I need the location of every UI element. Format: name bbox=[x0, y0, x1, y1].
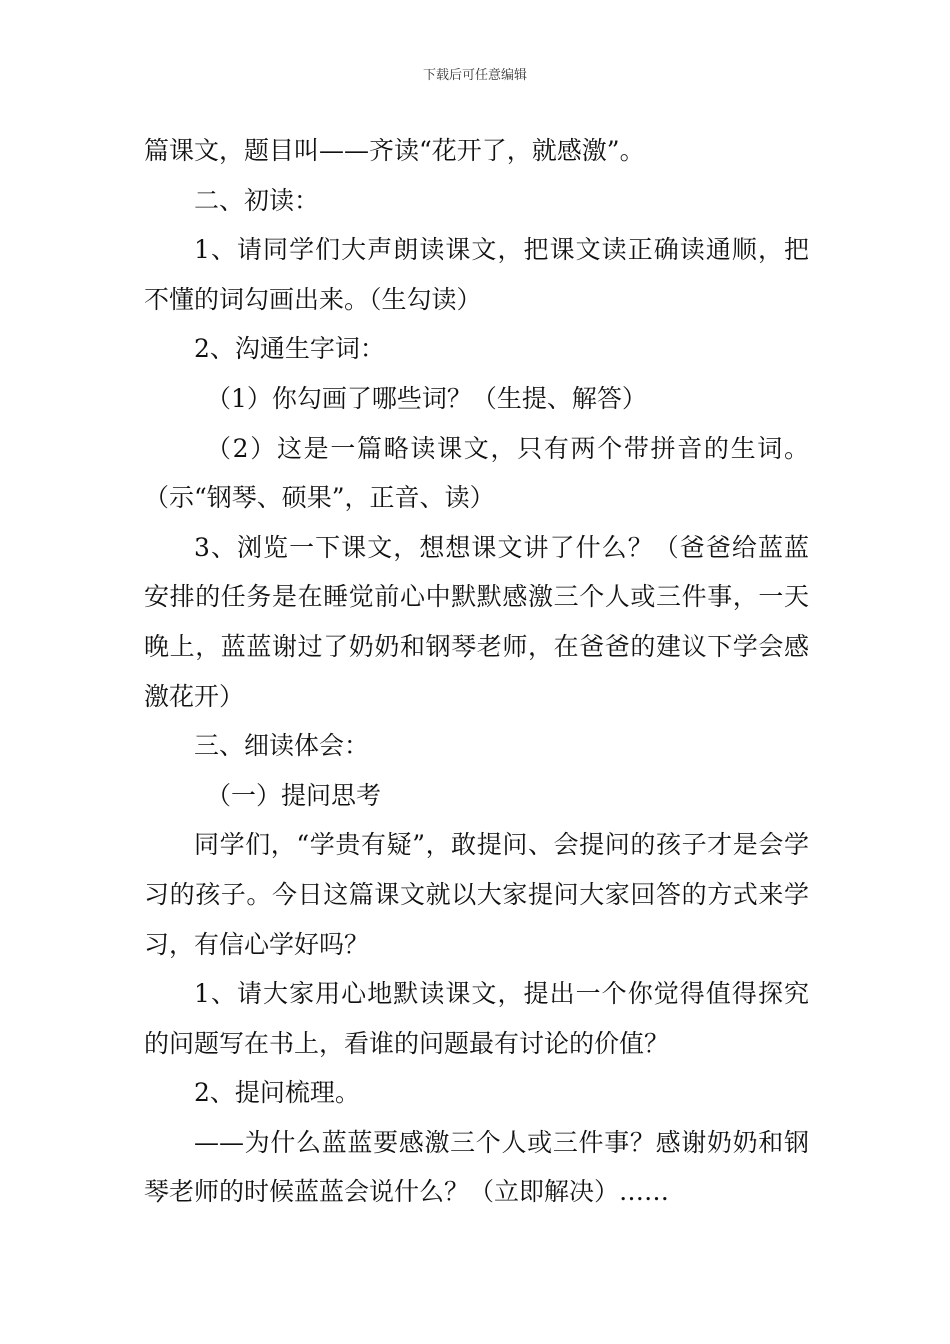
page-header: 下载后可任意编辑 bbox=[422, 68, 527, 83]
paragraph-9: （一）提问思考 bbox=[206, 780, 382, 810]
paragraph-3: 1、请同学们大声朗读课文，把课文读正确读通顺，把不懂的词勾画出来。（生勾读） bbox=[144, 235, 809, 314]
paragraph-1: 篇课文，题目叫——齐读“花开了，就感激”。 bbox=[144, 136, 645, 165]
document-body bbox=[144, 126, 809, 1217]
paragraph-6: （2）这是一篇略读课文，只有两个带拼音的生词。（示“钢琴、硕果”，正音、读） bbox=[144, 433, 809, 513]
paragraph-13: ——为什么蓝蓝要感激三个人或三件事？感谢奶奶和钢琴老师的时候蓝蓝会说什么？（立即解决）…… bbox=[144, 1127, 809, 1207]
paragraph-7: 3、浏览一下课文，想想课文讲了什么？（爸爸给蓝蓝安排的任务是在睡觉前心中默默感激三个人或三件事，一天晚上，蓝蓝谢过了奶奶和钢琴老师，在爸爸的建议下学会感激花开） bbox=[144, 532, 809, 711]
paragraph-5: （1）你勾画了哪些词？（生提、解答） bbox=[206, 383, 647, 413]
paragraph-11: 1、请大家用心地默读课文，提出一个你觉得值得探究的问题写在书上，看谁的问题最有讨论的价值？ bbox=[144, 979, 809, 1058]
paragraph-8: 三、细读体会： bbox=[194, 731, 370, 761]
paragraph-2: 二、初读： bbox=[194, 185, 320, 215]
paragraph-4: 2、沟通生字词： bbox=[194, 334, 385, 364]
paragraph-10: 同学们，“学贵有疑”，敢提问、会提问的孩子才是会学习的孩子。今日这篇课文就以大家提问大家回答的方式来学习，有信心学好吗？ bbox=[144, 830, 809, 959]
paragraph-12: 2、提问梳理。 bbox=[194, 1078, 360, 1108]
